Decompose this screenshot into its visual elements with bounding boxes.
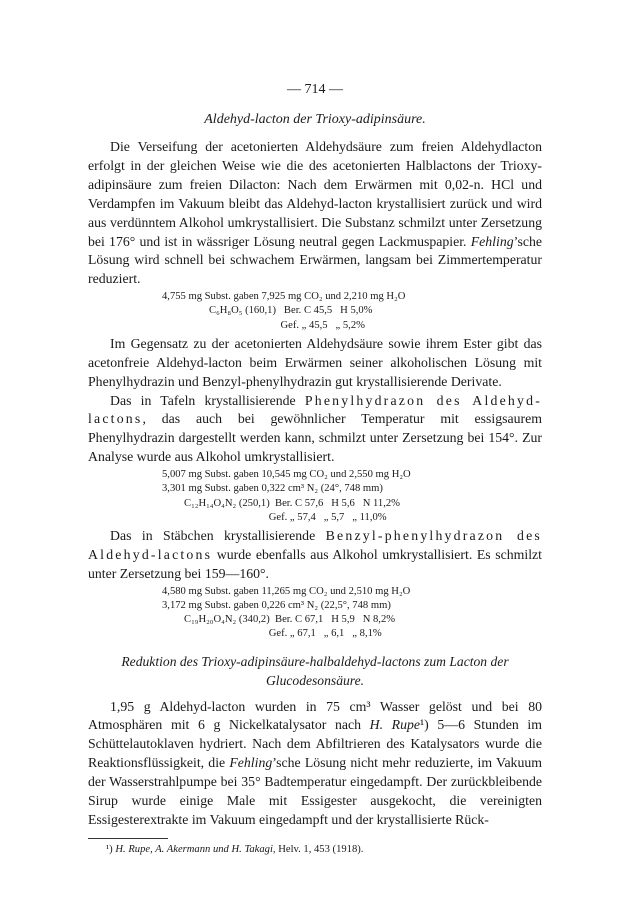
p5-text-c: ’sche Lösung nicht mehr reduzierte, im Vakuum der Wasserstrahlpumpe bei 35° Badtemperatur eingedampft. Der zurückbleibende Sirup wurde einige Male mit Essigester ausgekocht, die vereinigten Essigesterextrakte im Vakuum eingedampft und der krystallisierte Rück- <box>88 755 542 827</box>
footnote-authors: H. Rupe, A. Akermann und H. Takagi, <box>115 843 276 855</box>
page-number: — 714 — <box>287 82 343 97</box>
paragraph-verseifung <box>88 138 542 289</box>
analysis-line: C₁₂H₁₄O₄N₂ (250,1) Ber. C 57,6 H 5,6 N 11,2% <box>184 497 400 509</box>
analysis-line: C₁₉H₂₀O₄N₂ (340,2) Ber. C 67,1 H 5,9 N 8,2% <box>184 614 396 626</box>
p1-fehling: Fehling <box>470 233 514 249</box>
analysis-line: Gef. „ 45,5 „ 5,2% <box>209 319 365 331</box>
section-title: Aldehyd-lacton der Trioxy-adipinsäure. <box>204 112 426 127</box>
analysis-block-3 <box>88 585 542 642</box>
section-title-line-2: Glucodesonsäure. <box>265 672 365 688</box>
p3-text-b: , das auch bei gewöhnlicher Temperatur mit essigsaurem Phenylhydrazin dargestellt werden kann, schmilzt unter Zersetzung bei 154°. Zur Analyse wurde aus Alkohol umkrystallisiert. <box>88 411 542 465</box>
analysis-line: 3,301 mg Subst. gaben 0,322 cm³ N₂ (24°, 748 mm) <box>162 483 383 495</box>
footnote-rule <box>88 838 168 839</box>
analysis-block-1 <box>88 290 542 333</box>
analysis-line: 4,755 mg Subst. gaben 7,925 mg CO₂ und 2,210 mg H₂O <box>162 291 406 303</box>
analysis-line: 5,007 mg Subst. gaben 10,545 mg CO₂ und 2,550 mg H₂O <box>162 469 411 481</box>
p5-footnote-mark: ¹) <box>420 717 429 733</box>
p4-text-b: wurde ebenfalls aus Alkohol umkrystallisiert. Es schmilzt unter Zersetzung bei 159—160°. <box>88 546 542 581</box>
analysis-block-2 <box>88 468 542 525</box>
paragraph-reduktion <box>88 698 542 830</box>
footnote <box>106 843 542 857</box>
paragraph-gegensatz: Im Gegensatz zu der acetonierten Aldehydsäure sowie ihrem Ester gibt das acetonfreie Aldehyd-lacton beim Erwärmen seiner alkoholischen Lösung mit Phenylhydrazin und Benzyl-phenylhydrazin gut krystallisierende Derivate. <box>88 335 542 389</box>
p1-text: Die Verseifung der acetonierten Aldehydsäure zum freien Aldehydlacton erfolgt in der gleichen Weise wie die des acetonierten Halblactons der Trioxy-adipinsäure zum freien Dilacton: Nach dem Erwärmen mit 0,02-n. HCl und Verdampfen im Vakuum bleibt das Aldehyd-lacton krystallisiert zurück und wird aus verdünntem Alkohol umkrystallisiert. Die Substanz schmilzt unter Zersetzung bei 176° und ist in wässriger Lösung neutral gegen Lackmuspapier. <box>88 139 542 249</box>
p1-tail: ’sche Lösung wird schnell bei schwachem Erwärmen, langsam bei Zimmertemperatur reduziert. <box>88 233 542 287</box>
section-title-reduktion <box>88 652 542 690</box>
section-title-line-1: Reduktion des Trioxy-adipinsäure-halbaldehyd-lactons zum Lacton der <box>121 653 509 669</box>
analysis-line: C₆H₈O₅ (160,1) Ber. C 45,5 H 5,0% <box>209 305 373 317</box>
paragraph-benzyl <box>88 527 542 584</box>
paragraph-phenylhydrazon <box>88 392 542 468</box>
p5-text-b: 5—6 Stunden im Schüttelautoklaven hydriert. Nach dem Abfiltrieren des Katalysators wurde die Reaktionsflüssigkeit, die <box>88 717 543 771</box>
p5-fehling: Fehling <box>229 755 273 771</box>
p3-spaced: Phenylhydrazon des Aldehyd-lactons <box>88 392 542 427</box>
analysis-line: Gef. „ 57,4 „ 5,7 „ 11,0% <box>184 511 387 523</box>
analysis-line: Gef. „ 67,1 „ 6,1 „ 8,1% <box>184 628 382 640</box>
page <box>88 82 542 857</box>
analysis-line: 3,172 mg Subst. gaben 0,226 cm³ N₂ (22,5°, 748 mm) <box>162 599 391 611</box>
analysis-line: 4,580 mg Subst. gaben 11,265 mg CO₂ und 2,510 mg H₂O <box>162 585 411 597</box>
footnote-ref: Helv. 1, 453 (1918). <box>275 843 364 855</box>
p5-rupe: H. Rupe <box>369 717 421 733</box>
p4-text-a: Das in Stäbchen krystallisierende <box>110 528 326 544</box>
p3-text-a: Das in Tafeln krystallisierende <box>110 392 305 408</box>
p4-spaced: Benzyl-phenylhydrazon des Aldehyd-lactons <box>88 528 542 562</box>
p5-text-a: 1,95 g Aldehyd-lacton wurden in 75 cm³ Wasser gelöst und bei 80 Atmosphären mit 6 g Nickelkatalysator nach <box>88 698 542 733</box>
footnote-mark: ¹) <box>106 843 113 855</box>
